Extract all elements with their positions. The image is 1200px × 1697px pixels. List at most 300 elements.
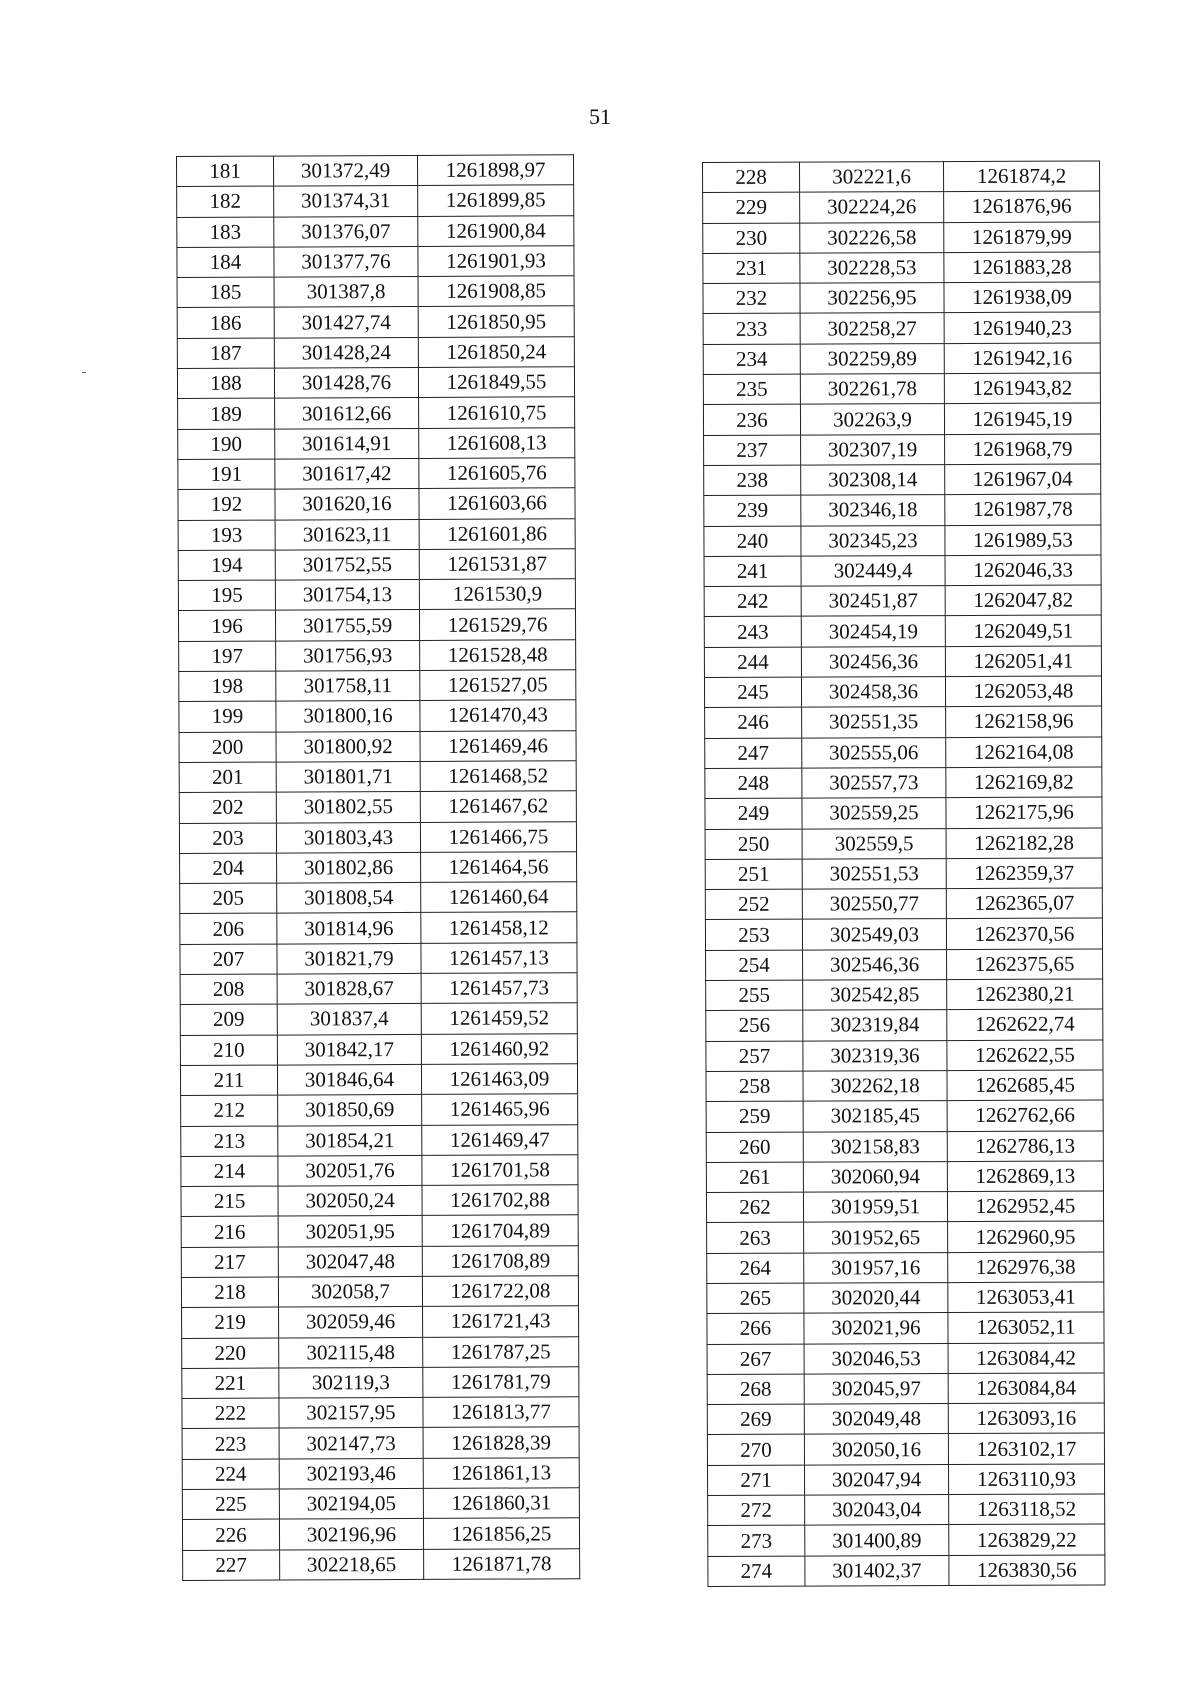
point-number-cell: 240 (704, 526, 801, 557)
table-row (707, 1373, 1104, 1405)
table-row (704, 555, 1101, 587)
point-number-cell: 181 (177, 156, 274, 187)
y-coordinate-cell: 1261466,75 (420, 821, 576, 852)
table-row (705, 828, 1102, 860)
x-coordinate-cell: 302226,58 (800, 222, 944, 253)
y-coordinate-cell: 1261850,95 (418, 306, 574, 337)
y-coordinate-cell: 1261469,47 (422, 1124, 578, 1155)
x-coordinate-cell: 301952,65 (804, 1222, 948, 1253)
table-row (180, 912, 577, 944)
point-number-cell: 185 (177, 277, 274, 308)
y-coordinate-cell: 1261968,79 (945, 434, 1101, 465)
y-coordinate-cell: 1262051,41 (945, 646, 1101, 677)
y-coordinate-cell: 1262169,82 (946, 767, 1102, 798)
x-coordinate-cell: 302346,18 (801, 495, 945, 526)
point-number-cell: 268 (707, 1374, 804, 1405)
point-number-cell: 263 (707, 1223, 804, 1254)
x-coordinate-cell: 302319,84 (803, 1010, 947, 1041)
y-coordinate-cell: 1263102,17 (948, 1433, 1104, 1464)
y-coordinate-cell: 1261850,24 (418, 337, 574, 368)
x-coordinate-cell: 302218,65 (280, 1549, 424, 1580)
y-coordinate-cell: 1261908,85 (418, 276, 574, 307)
y-coordinate-cell: 1261530,9 (419, 579, 575, 610)
x-coordinate-cell: 301754,13 (275, 580, 419, 611)
point-number-cell: 194 (178, 550, 275, 581)
point-number-cell: 274 (708, 1556, 805, 1587)
y-coordinate-cell: 1262182,28 (946, 828, 1102, 859)
x-coordinate-cell: 301837,4 (277, 1004, 421, 1035)
y-coordinate-cell: 1261861,13 (423, 1458, 579, 1489)
x-coordinate-cell: 301387,8 (274, 277, 418, 308)
x-coordinate-cell: 301957,16 (804, 1252, 948, 1283)
x-coordinate-cell: 302319,36 (803, 1040, 947, 1071)
y-coordinate-cell: 1261849,55 (418, 367, 574, 398)
point-number-cell: 187 (177, 338, 274, 369)
point-number-cell: 216 (181, 1216, 278, 1247)
x-coordinate-cell: 302228,53 (800, 252, 944, 283)
y-coordinate-cell: 1261940,23 (944, 312, 1100, 343)
y-coordinate-cell: 1262370,56 (946, 918, 1102, 949)
point-number-cell: 231 (703, 253, 800, 284)
x-coordinate-cell: 302258,27 (800, 313, 944, 344)
y-coordinate-cell: 1261701,58 (422, 1155, 578, 1186)
table-row (182, 1306, 579, 1338)
point-number-cell: 220 (182, 1338, 279, 1369)
y-coordinate-cell: 1263084,42 (948, 1343, 1104, 1374)
table-row (177, 276, 574, 308)
x-coordinate-cell: 301803,43 (276, 822, 420, 853)
y-coordinate-cell: 1261883,28 (944, 252, 1100, 283)
y-coordinate-cell: 1262685,45 (947, 1070, 1103, 1101)
y-coordinate-cell: 1261468,52 (420, 761, 576, 792)
point-number-cell: 243 (704, 617, 801, 648)
table-row (707, 1433, 1104, 1465)
x-coordinate-cell: 302047,94 (805, 1464, 949, 1495)
point-number-cell: 230 (703, 223, 800, 254)
point-number-cell: 202 (179, 792, 276, 823)
table-row (182, 1427, 579, 1459)
point-number-cell: 256 (706, 1010, 803, 1041)
table-row (177, 306, 574, 338)
x-coordinate-cell: 302559,25 (802, 798, 946, 829)
y-coordinate-cell: 1261787,25 (423, 1336, 579, 1367)
table-row (706, 979, 1103, 1011)
table-row (706, 1130, 1103, 1162)
point-number-cell: 196 (178, 611, 275, 642)
table-row (179, 670, 576, 702)
point-number-cell: 261 (706, 1162, 803, 1193)
y-coordinate-cell: 1261527,05 (420, 670, 576, 701)
table-row (706, 1161, 1103, 1193)
y-coordinate-cell: 1262158,96 (946, 706, 1102, 737)
table-row (180, 973, 577, 1005)
point-number-cell: 249 (705, 798, 802, 829)
x-coordinate-cell: 302119,3 (279, 1367, 423, 1398)
table-row (180, 1003, 577, 1035)
point-number-cell: 189 (178, 398, 275, 429)
x-coordinate-cell: 302559,5 (802, 828, 946, 859)
x-coordinate-cell: 301850,69 (278, 1095, 422, 1126)
table-row (180, 1064, 577, 1096)
point-number-cell: 246 (705, 707, 802, 738)
x-coordinate-cell: 301620,16 (275, 489, 419, 520)
table-row (182, 1518, 579, 1550)
x-coordinate-cell: 301400,89 (805, 1525, 949, 1556)
table-row (180, 942, 577, 974)
y-coordinate-cell: 1261943,82 (944, 373, 1100, 404)
y-coordinate-cell: 1261874,2 (944, 161, 1100, 192)
y-coordinate-cell: 1262359,37 (946, 858, 1102, 889)
y-coordinate-cell: 1261458,12 (421, 912, 577, 943)
x-coordinate-cell: 302196,96 (279, 1519, 423, 1550)
table-row (703, 282, 1100, 314)
x-coordinate-cell: 302058,7 (278, 1276, 422, 1307)
table-row (703, 403, 1100, 435)
x-coordinate-cell: 302546,36 (803, 949, 947, 980)
x-coordinate-cell: 301623,11 (275, 519, 419, 550)
table-row (178, 609, 575, 641)
table-row (178, 488, 575, 520)
y-coordinate-cell: 1261899,85 (418, 185, 574, 216)
x-coordinate-cell: 301377,76 (274, 246, 418, 277)
y-coordinate-cell: 1262046,33 (945, 555, 1101, 586)
table-row (705, 918, 1102, 950)
point-number-cell: 205 (180, 883, 277, 914)
point-number-cell: 193 (178, 520, 275, 551)
point-number-cell: 226 (182, 1519, 279, 1550)
table-row (177, 246, 574, 278)
x-coordinate-cell: 301427,74 (274, 307, 418, 338)
x-coordinate-cell: 301758,11 (276, 670, 420, 701)
table-row (708, 1524, 1105, 1556)
x-coordinate-cell: 302049,48 (804, 1404, 948, 1435)
point-number-cell: 262 (706, 1192, 803, 1223)
table-row (706, 1100, 1103, 1132)
y-coordinate-cell: 1261708,89 (422, 1245, 578, 1276)
y-coordinate-cell: 1262175,96 (946, 797, 1102, 828)
y-coordinate-cell: 1261469,46 (420, 730, 576, 761)
table-row (181, 1245, 578, 1277)
table-row (178, 397, 575, 429)
y-coordinate-cell: 1261704,89 (422, 1215, 578, 1246)
y-coordinate-cell: 1261898,97 (417, 155, 573, 186)
table-row (703, 161, 1100, 193)
y-coordinate-cell: 1261856,25 (423, 1518, 579, 1549)
point-number-cell: 215 (181, 1186, 278, 1217)
y-coordinate-cell: 1262786,13 (947, 1130, 1103, 1161)
x-coordinate-cell: 302345,23 (801, 525, 945, 556)
y-coordinate-cell: 1261879,99 (944, 222, 1100, 253)
x-coordinate-cell: 302045,97 (804, 1373, 948, 1404)
point-number-cell: 234 (703, 344, 800, 375)
y-coordinate-cell: 1261608,13 (419, 427, 575, 458)
y-coordinate-cell: 1261457,73 (421, 973, 577, 1004)
table-row (704, 585, 1101, 617)
table-row (179, 761, 576, 793)
point-number-cell: 183 (177, 217, 274, 248)
x-coordinate-cell: 302050,24 (278, 1186, 422, 1217)
table-row (703, 252, 1100, 284)
x-coordinate-cell: 302262,18 (803, 1070, 947, 1101)
point-number-cell: 238 (704, 465, 801, 496)
x-coordinate-cell: 302185,45 (803, 1101, 947, 1132)
y-coordinate-cell: 1261721,43 (423, 1306, 579, 1337)
y-coordinate-cell: 1262869,13 (947, 1161, 1103, 1192)
x-coordinate-cell: 302194,05 (279, 1488, 423, 1519)
x-coordinate-cell: 302020,44 (804, 1283, 948, 1314)
point-number-cell: 224 (182, 1459, 279, 1490)
point-number-cell: 269 (707, 1404, 804, 1435)
table-row (703, 222, 1100, 254)
point-number-cell: 252 (705, 889, 802, 920)
table-row (178, 579, 575, 611)
point-number-cell: 257 (706, 1041, 803, 1072)
point-number-cell: 236 (703, 404, 800, 435)
point-number-cell: 208 (180, 974, 277, 1005)
point-number-cell: 188 (177, 368, 274, 399)
y-coordinate-cell: 1261531,87 (419, 549, 575, 580)
point-number-cell: 233 (703, 314, 800, 345)
table-row (707, 1282, 1104, 1314)
point-number-cell: 266 (707, 1313, 804, 1344)
y-coordinate-cell: 1261601,86 (419, 518, 575, 549)
x-coordinate-cell: 301428,76 (274, 368, 418, 399)
point-number-cell: 210 (180, 1035, 277, 1066)
x-coordinate-cell: 301846,64 (277, 1064, 421, 1095)
x-coordinate-cell: 302263,9 (800, 404, 944, 435)
x-coordinate-cell: 301842,17 (277, 1034, 421, 1065)
y-coordinate-cell: 1263052,11 (948, 1312, 1104, 1343)
y-coordinate-cell: 1261722,08 (422, 1276, 578, 1307)
y-coordinate-cell: 1261813,77 (423, 1397, 579, 1428)
x-coordinate-cell: 302449,4 (801, 555, 945, 586)
point-number-cell: 213 (181, 1126, 278, 1157)
point-number-cell: 241 (704, 556, 801, 587)
table-row (704, 525, 1101, 557)
y-coordinate-cell: 1261871,78 (424, 1548, 580, 1579)
table-row (708, 1494, 1105, 1526)
y-coordinate-cell: 1261610,75 (419, 397, 575, 428)
point-number-cell: 254 (706, 950, 803, 981)
y-coordinate-cell: 1262622,55 (947, 1040, 1103, 1071)
point-number-cell: 239 (704, 495, 801, 526)
table-row (182, 1488, 579, 1520)
point-number-cell: 260 (706, 1132, 803, 1163)
table-row (708, 1555, 1105, 1587)
table-row (179, 640, 576, 672)
table-row (180, 1033, 577, 1065)
table-row (706, 1191, 1103, 1223)
table-row (704, 615, 1101, 647)
point-number-cell: 223 (182, 1429, 279, 1460)
point-number-cell: 201 (179, 762, 276, 793)
y-coordinate-cell: 1261464,56 (421, 852, 577, 883)
x-coordinate-cell: 301756,93 (276, 640, 420, 671)
x-coordinate-cell: 302456,36 (801, 646, 945, 677)
y-coordinate-cell: 1262047,82 (945, 585, 1101, 616)
page-number: 51 (589, 104, 611, 129)
x-coordinate-cell: 302307,19 (801, 434, 945, 465)
x-coordinate-cell: 302542,85 (803, 980, 947, 1011)
x-coordinate-cell: 302147,73 (279, 1428, 423, 1459)
x-coordinate-cell: 301808,54 (277, 883, 421, 914)
x-coordinate-cell: 301376,07 (274, 216, 418, 247)
table-row (705, 858, 1102, 890)
y-coordinate-cell: 1263093,16 (948, 1403, 1104, 1434)
y-coordinate-cell: 1261945,19 (944, 403, 1100, 434)
point-number-cell: 259 (706, 1101, 803, 1132)
y-coordinate-cell: 1261828,39 (423, 1427, 579, 1458)
x-coordinate-cell: 301821,79 (277, 943, 421, 974)
x-coordinate-cell: 302557,73 (802, 768, 946, 799)
point-number-cell: 204 (180, 853, 277, 884)
y-coordinate-cell: 1261938,09 (944, 282, 1100, 313)
table-row (179, 791, 576, 823)
coordinates-table-left (176, 154, 580, 1581)
x-coordinate-cell: 302193,46 (279, 1458, 423, 1489)
point-number-cell: 255 (706, 980, 803, 1011)
x-coordinate-cell: 302060,94 (803, 1161, 947, 1192)
point-number-cell: 247 (705, 738, 802, 769)
y-coordinate-cell: 1261457,13 (421, 942, 577, 973)
x-coordinate-cell: 302059,46 (279, 1307, 423, 1338)
table-row (705, 706, 1102, 738)
point-number-cell: 218 (181, 1277, 278, 1308)
table-row (177, 185, 574, 217)
x-coordinate-cell: 301752,55 (275, 549, 419, 580)
x-coordinate-cell: 302549,03 (802, 919, 946, 950)
x-coordinate-cell: 302157,95 (279, 1398, 423, 1429)
table-row (181, 1124, 578, 1156)
point-number-cell: 245 (704, 677, 801, 708)
x-coordinate-cell: 301372,49 (274, 155, 418, 186)
point-number-cell: 258 (706, 1071, 803, 1102)
table-row (706, 949, 1103, 981)
y-coordinate-cell: 1262976,38 (948, 1252, 1104, 1283)
coordinates-table-right (702, 160, 1105, 1586)
table-row (706, 1040, 1103, 1072)
x-coordinate-cell: 301614,91 (275, 428, 419, 459)
point-number-cell: 250 (705, 829, 802, 860)
point-number-cell: 265 (707, 1283, 804, 1314)
table-row (703, 373, 1100, 405)
point-number-cell: 232 (703, 283, 800, 314)
x-coordinate-cell: 301374,31 (274, 186, 418, 217)
table-row (707, 1343, 1104, 1375)
point-number-cell: 228 (703, 162, 800, 193)
y-coordinate-cell: 1261460,64 (421, 882, 577, 913)
y-coordinate-cell: 1261876,96 (944, 191, 1100, 222)
y-coordinate-cell: 1262049,51 (945, 615, 1101, 646)
point-number-cell: 264 (707, 1253, 804, 1284)
point-number-cell: 184 (177, 247, 274, 278)
y-coordinate-cell: 1261528,48 (420, 640, 576, 671)
x-coordinate-cell: 301800,92 (276, 731, 420, 762)
point-number-cell: 198 (179, 671, 276, 702)
y-coordinate-cell: 1262164,08 (946, 737, 1102, 768)
table-row (707, 1252, 1104, 1284)
y-coordinate-cell: 1261460,92 (421, 1033, 577, 1064)
x-coordinate-cell: 302047,48 (278, 1246, 422, 1277)
y-coordinate-cell: 1261465,96 (422, 1094, 578, 1125)
point-number-cell: 209 (180, 1004, 277, 1035)
table-row (182, 1367, 579, 1399)
point-number-cell: 272 (708, 1495, 805, 1526)
y-coordinate-cell: 1261901,93 (418, 246, 574, 277)
y-coordinate-cell: 1262053,48 (945, 676, 1101, 707)
x-coordinate-cell: 301959,51 (803, 1192, 947, 1223)
table-row (177, 155, 574, 187)
x-coordinate-cell: 302550,77 (802, 889, 946, 920)
x-coordinate-cell: 301617,42 (275, 458, 419, 489)
y-coordinate-cell: 1263084,84 (948, 1373, 1104, 1404)
x-coordinate-cell: 301854,21 (278, 1125, 422, 1156)
table-row (178, 458, 575, 490)
x-coordinate-cell: 301828,67 (277, 973, 421, 1004)
x-coordinate-cell: 302454,19 (801, 616, 945, 647)
point-number-cell: 190 (178, 429, 275, 460)
table-row (706, 1070, 1103, 1102)
point-number-cell: 217 (181, 1247, 278, 1278)
table-row (704, 464, 1101, 496)
y-coordinate-cell: 1262960,95 (948, 1221, 1104, 1252)
x-coordinate-cell: 302051,76 (278, 1155, 422, 1186)
x-coordinate-cell: 302308,14 (801, 465, 945, 496)
x-coordinate-cell: 302551,35 (802, 707, 946, 738)
point-number-cell: 273 (708, 1525, 805, 1556)
point-number-cell: 271 (708, 1465, 805, 1496)
point-number-cell: 182 (177, 186, 274, 217)
x-coordinate-cell: 302051,95 (278, 1216, 422, 1247)
y-coordinate-cell: 1263053,41 (948, 1282, 1104, 1313)
x-coordinate-cell: 302458,36 (801, 677, 945, 708)
y-coordinate-cell: 1261467,62 (420, 791, 576, 822)
table-row (703, 343, 1100, 375)
table-row (177, 337, 574, 369)
table-row (178, 518, 575, 550)
x-coordinate-cell: 302261,78 (800, 374, 944, 405)
y-coordinate-cell: 1261463,09 (421, 1064, 577, 1095)
y-coordinate-cell: 1262375,65 (947, 949, 1103, 980)
table-row (183, 1548, 580, 1580)
y-coordinate-cell: 1261470,43 (420, 700, 576, 731)
y-coordinate-cell: 1261459,52 (421, 1003, 577, 1034)
x-coordinate-cell: 302050,16 (804, 1434, 948, 1465)
table-row (182, 1397, 579, 1429)
y-coordinate-cell: 1263118,52 (949, 1494, 1105, 1525)
table-row (180, 852, 577, 884)
table-row (707, 1221, 1104, 1253)
table-row (181, 1155, 578, 1187)
x-coordinate-cell: 302115,48 (279, 1337, 423, 1368)
y-coordinate-cell: 1262762,66 (947, 1100, 1103, 1131)
point-number-cell: 244 (704, 647, 801, 678)
point-number-cell: 222 (182, 1398, 279, 1429)
x-coordinate-cell: 302224,26 (800, 192, 944, 223)
point-number-cell: 186 (177, 308, 274, 339)
table-row (707, 1403, 1104, 1435)
table-row (177, 215, 574, 247)
point-number-cell: 237 (704, 435, 801, 466)
x-coordinate-cell: 302221,6 (800, 162, 944, 193)
x-coordinate-cell: 301755,59 (275, 610, 419, 641)
point-number-cell: 212 (181, 1095, 278, 1126)
table-row (178, 549, 575, 581)
point-number-cell: 270 (707, 1435, 804, 1466)
x-coordinate-cell: 302451,87 (801, 586, 945, 617)
table-row (705, 767, 1102, 799)
y-coordinate-cell: 1263829,22 (949, 1524, 1105, 1555)
